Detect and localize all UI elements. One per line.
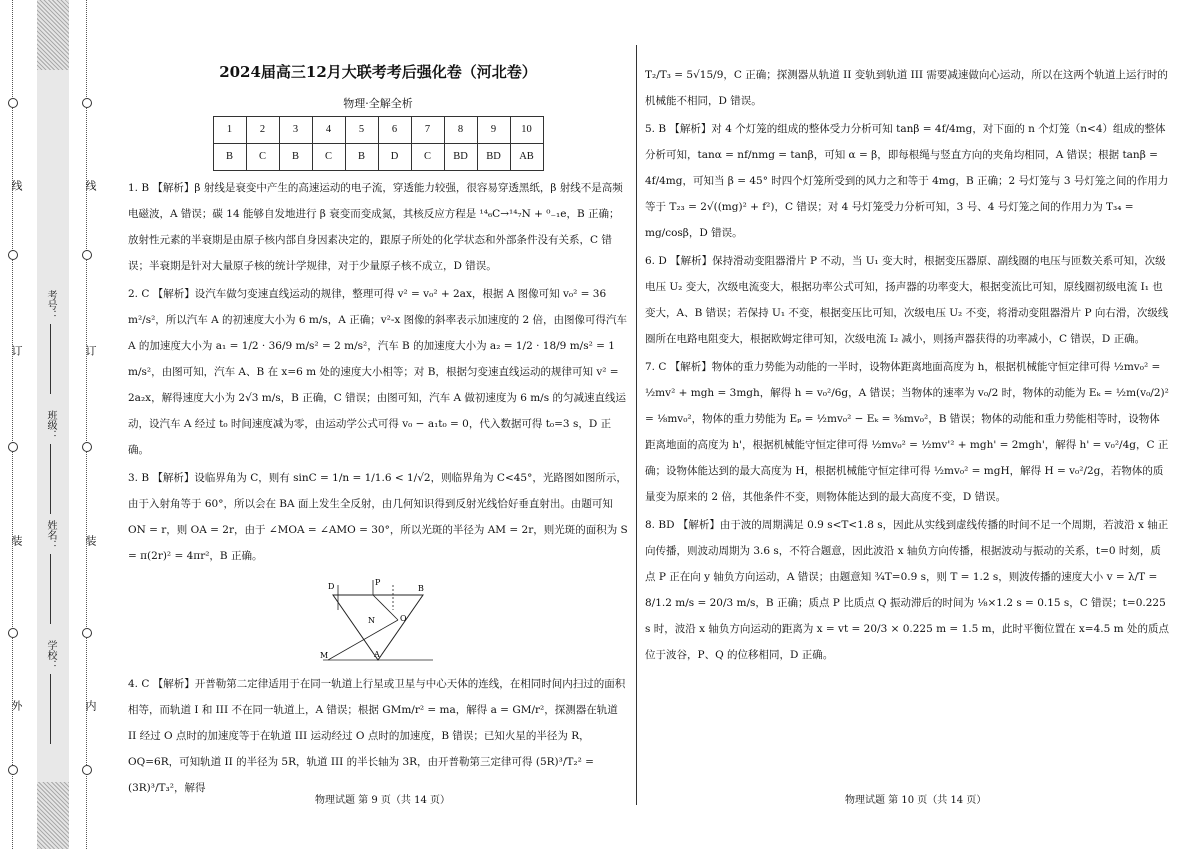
page-title: 2024届高三12月大联考考后强化卷（河北卷） [219,63,537,81]
fig-label: D [328,582,335,591]
fig-label: M [320,651,329,660]
question-number: 1 [213,117,246,144]
footer-right: 物理试题 第 10 页（共 14 页） [845,795,987,806]
answer-item-8: 8. BD 【解析】由于波的周期满足 0.9 s<T<1.8 s，因此从实线到虚线传播的时间不足一个周期，若波沿 x 轴正向传播，则波动周期为 3.6 s，不符合题意，因此波沿 x 轴负方向传播，根据波动与振动的关系，t=0 时刻，质点 P 正在向 y 轴负方向运动，A 错误；由题意知 ¾T=0.9 s，则 T = 1.2 s，则波传播的速度大小 v = λ/T = 8/1.2 m/s = 20/3 m/s，B 正确；质点 P 比质点 Q 振动滞后的时间为 ⅛×1.2 s = 0.15 s，C 错误；t=0.225 s 时，波沿 x 轴负方向运动的距离为 x = vt = 20/3 × 0.225 m = 1.5 m，此时平衡位置在 x=4.5 m 处的质点位于波谷，P、Q 的位移相同，D 正确。 [645,519,1169,661]
question-number: 6 [378,117,411,144]
fig-label: B [418,584,424,593]
hole-icon [8,628,18,638]
answer-cell: B [213,144,246,171]
answer-item-4: 4. C 【解析】开普勒第二定律适用于在同一轨道上行星或卫星与中心天体的连线，在相同时间内扫过的面积相等，而轨道 I 和 III 不在同一轨道上，A 错误；根据 GMm/r² = ma，解得 a = GM/r²，探测器在轨道 II 经过 O 点时的加速度等于在轨道 III 运动经过 O 点时的加速度，B 错误；已知火星的半径为 R，OQ=6R，可知轨道 II 的半径为 5R，轨道 III 的半长轴为 3R，由开普勒第三定律可得 (5R)³/T₂² = (3R)³/T₃²，解得 [128,678,626,794]
table-row [213,117,543,144]
answer-item-6: 6. D 【解析】保持滑动变阻器滑片 P 不动，当 U₁ 变大时，根据变压器原、副线圈的电压与匝数关系可知，次级电压 U₂ 变大，次级电流变大，根据功率公式可知，扬声器的功率变大，根据变流比可知，原线圈初级电流 I₁ 也变大，A、B 错误；若保持 U₁ 不变，根据变压比可知，次级电压 U₂ 不变，将滑动变阻器滑片 P 向右滑，次级线圈所在电路电阻变大，根据欧姆定律可知，次级电流 I₂ 减小，则扬声器获得的功率减小，C 错误，D 正确。 [645,255,1169,345]
column-divider [636,45,637,805]
seal-char: 订 [84,345,97,356]
binding-strip [0,0,105,849]
class-field[interactable]: 班级： [43,410,58,514]
seal-line [86,0,87,849]
question-number: 8 [444,117,477,144]
name-field[interactable]: 姓名： [43,520,58,624]
answer-cell: BD [444,144,477,171]
hole-icon [8,765,18,775]
answer-item-4-cont: T₂/T₃ = 5√15/9，C 正确；探测器从轨道 II 变轨到轨道 III 需要减速做向心运动，所以在这两个轨道上运行时的机械能不相同，D 错误。 [645,69,1168,107]
hole-icon [82,98,92,108]
fig-label: P [375,578,381,587]
seal-char: 内 [84,700,97,711]
fig-label: N [368,616,375,625]
question-number: 3 [279,117,312,144]
answer-cell: AB [510,144,543,171]
hole-icon [8,98,18,108]
question-number: 9 [477,117,510,144]
answer-cell: D [378,144,411,171]
exam-number-field[interactable]: 考号： [43,290,58,394]
hole-icon [82,628,92,638]
subtitle: 物理·全解全析 [343,97,413,110]
answer-cell: C [411,144,444,171]
answer-cell: B [345,144,378,171]
answer-item-1: 1. B 【解析】β 射线是衰变中产生的高速运动的电子流，穿透能力较强，很容易穿透黑纸，β 射线不是高频电磁波，A 错误；碳 14 能够自发地进行 β 衰变而变成氮，其核反应方程是 ¹⁴₆C→¹⁴₇N + ⁰₋₁e，B 正确；放射性元素的半衰期是由原子核内部自身因素决定的，跟原子所处的化学状态和外部条件没有关系，C 错误；半衰期是针对大量原子核的统计学规律，对于少量原子核不成立，D 错误。 [128,182,623,272]
left-column [128,60,628,803]
school-field[interactable]: 学校： [43,640,58,744]
answer-cell: C [246,144,279,171]
hole-icon [82,765,92,775]
question-number: 5 [345,117,378,144]
cut-char: 线 [10,180,23,191]
answer-item-3: 3. B 【解析】设临界角为 C，则有 sinC = 1/n = 1/1.6 < 1/√2，则临界角为 C<45°，光路图如图所示，由于入射角等于 60°，所以会在 BA 面上发生全反射，由几何知识得到反射光线恰好垂直射出。由题可知 ON = r，则 OA = 2r，由于 ∠MOA = ∠AMO = 30°，所以光斑的半径为 AM = 2r，则光斑的面积为 S = π(2r)² = 4πr²，B 正确。 [128,472,628,562]
fig-label: A [374,650,380,659]
answer-cell: C [312,144,345,171]
question-number: 7 [411,117,444,144]
cut-char: 外 [10,700,23,711]
answer-item-5: 5. B 【解析】对 4 个灯笼的组成的整体受力分析可知 tanβ = 4f/4mg，对下面的 n 个灯笼（n<4）组成的整体分析可知，tanα = nf/nmg = tanβ，可知 α = β，即每根绳与竖直方向的夹角均相同，A 错误；根据 tanβ = 4f/4mg，可知当 β = 45° 时四个灯笼所受到的风力之和等于 4mg，B 正确；2 号灯笼与 3 号灯笼之间的作用力等于 T₂₃ = 2√((mg)² + f²)，C 错误；对 4 号灯笼受力分析可知，3 号、4 号灯笼之间的作用力为 T₃₄ = mg/cosβ，D 错误。 [645,123,1169,239]
cut-char: 订 [10,345,23,356]
right-column [645,62,1170,670]
hole-icon [8,442,18,452]
hole-icon [82,250,92,260]
question-number: 2 [246,117,279,144]
seal-char: 装 [84,535,97,546]
answer-cell: BD [477,144,510,171]
cut-char: 装 [10,535,23,546]
question-number: 10 [510,117,543,144]
answer-item-2: 2. C 【解析】设汽车做匀变速直线运动的规律，整理可得 v² = v₀² + 2ax，根据 A 图像可知 v₀² = 36 m²/s²，所以汽车 A 的初速度大小为 6 m/s，A 正确；v²-x 图像的斜率表示加速度的 2 倍，由图像可得汽车 A 的加速度大小为 a₁ = 1/2 · 36/9 m/s² = 2 m/s²，汽车 B 的加速度大小为 a₂ = 1/2 · 18/9 m/s² = 1 m/s²，由图可知，汽车 A、B 在 x=6 m 处的速度大小相等；对 B，根据匀变速直线运动的规律可知 v² = 2a₂x，解得速度大小为 2√3 m/s，B 正确，C 错误；由图可知，汽车 A 做初速度为 6 m/s 的匀减速直线运动，设汽车 A 经过 t₀ 时间速度减为零，由运动学公式可得 v₀ − a₁t₀ = 0，代入数据可得 t₀=3 s，D 正确。 [128,288,628,456]
answer-table [213,116,544,171]
footer-left: 物理试题 第 9 页（共 14 页） [315,795,450,806]
cut-line [12,0,13,849]
hatch-top [37,0,69,70]
seal-char: 线 [84,180,97,191]
fig-label: O [400,614,407,623]
light-path-figure [318,575,438,665]
answer-item-7: 7. C 【解析】物体的重力势能为动能的一半时，设物体距离地面高度为 h，根据机械能守恒定律可得 ½mv₀² = ½mv² + mgh = 3mgh，解得 h = v₀²/6g，A 错误；当物体的速率为 v₀/2 时，物体的动能为 Eₖ = ½m(v₀/2)² = ⅛mv₀²，物体的重力势能为 Eₚ = ½mv₀² − Eₖ = ⅜mv₀²，B 错误；物体的动能和重力势能相等时，设物体距离地面的高度为 h'，根据机械能守恒定律可得 ½mv₀² = ½mv'² + mgh' = 2mgh'，解得 h' = v₀²/4g，C 正确；设物体能达到的最大高度为 H，根据机械能守恒定律可得 ½mv₀² = mgH，解得 H = v₀²/2g，若物体的质量变为原来的 2 倍，其他条件不变，则物体能达到的最大高度不变，D 错误。 [645,361,1169,503]
hole-icon [8,250,18,260]
answer-cell: B [279,144,312,171]
table-row [213,144,543,171]
question-number: 4 [312,117,345,144]
hatch-bottom [37,782,69,849]
hole-icon [82,442,92,452]
